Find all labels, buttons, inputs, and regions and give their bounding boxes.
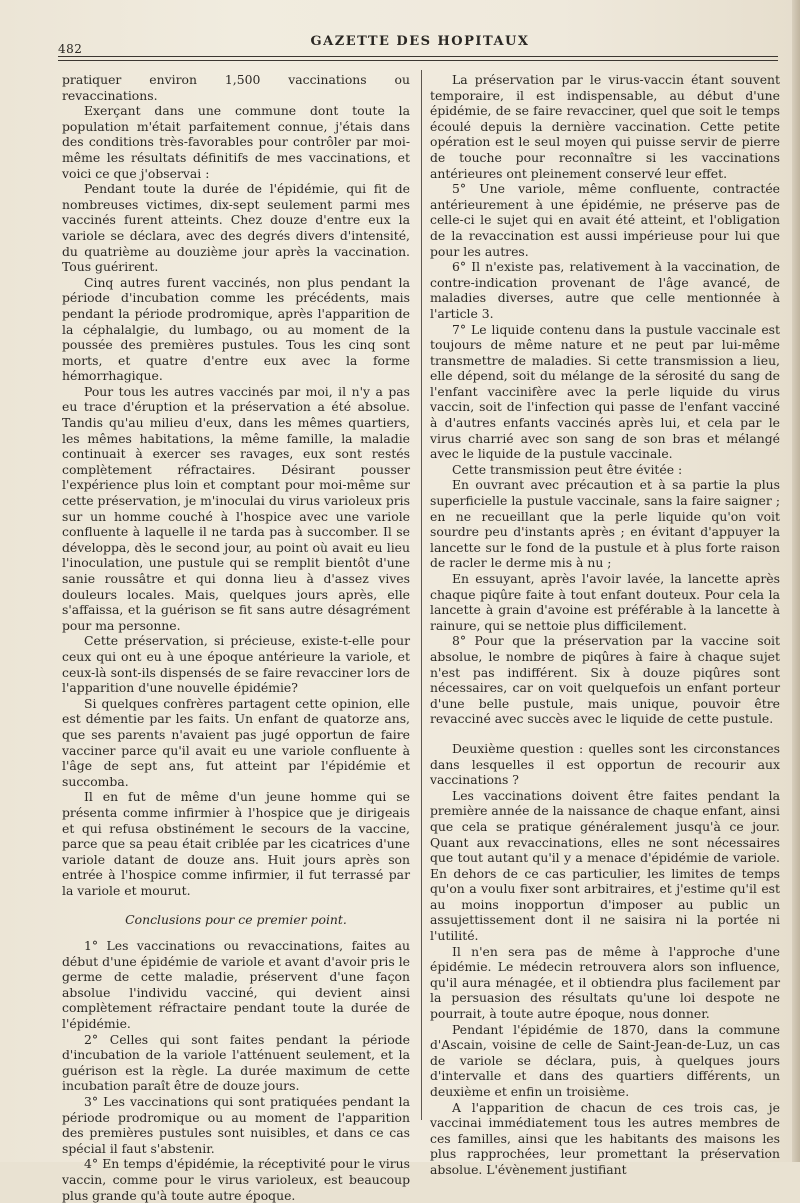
paragraph: 6° Il n'existe pas, relativement à la vaccination, de contre-indication provenant de l'âge avancé, de maladies diverses, autre que celle mentionnée à l'article 3.: [430, 259, 780, 321]
paragraph: Cinq autres furent vaccinés, non plus pendant la période d'incubation comme les précédents, mais pendant la période prodromique, après l'apparition de la céphalalgie, du lumbago, ou au moment de la poussée des premières pustules. Tous les cinq sont morts, et quatre d'entre eux avec la forme hémorrhagique.: [62, 274, 410, 384]
paragraph: Pour tous les autres vaccinés par moi, il n'y a pas eu trace d'éruption et la préservation a été absolue. Tandis qu'au milieu d'eux, dans les mêmes quartiers, les mêmes habitations, la même famille, la maladie continuait à exercer ses ravages, eux sont restés complètement réfractaires. Désirant pousser l'expérience plus loin et comptant pour moi-même sur cette préservation, je m'inoculai du virus varioleux pris sur un homme couché à l'hospice avec une variole confluente à laquelle il ne tarda pas à succomber. Il se développa, dès le second jour, au point où avait eu lieu l'inoculation, une pustule qui se remplit bientôt d'une sanie roussâtre et qui donna lieu à d'assez vives douleurs locales. Mais, quelques jours après, elle s'affaissa, et la guérison se fit sans autre désagrément pour ma personne.: [62, 383, 410, 633]
column-separator: [421, 70, 422, 1120]
page-edge-shadow: [792, 0, 800, 1162]
paragraph: A l'apparition de chacun de ces trois cas, je vaccinai immédiatement tous les autres membres de ces familles, ainsi que les habitants des maisons les plus rapprochées, leur promettant la préservation absolue. L'évènement justifiant: [430, 1099, 780, 1177]
right-column: [430, 72, 780, 1178]
paragraph: 7° Le liquide contenu dans la pustule vaccinale est toujours de même nature et ne peut par lui-même transmettre de maladies. Si cette transmission a lieu, elle dépend, soit du mélange de la sérosité du sang de l'enfant vaccinifère avec la perle liquide du virus vaccin, soit de l'infection qui passe de l'enfant vacciné à d'autres enfants vaccinés après lui, et cela par le virus charrié avec son sang de son bras et mélangé avec le liquide de la pustule vaccinale.: [430, 321, 780, 462]
paragraph: En ouvrant avec précaution et à sa partie la plus superficielle la pustule vaccinale, sans la faire saigner ; en ne recueillant que la perle liquide qu'on voit sourdre peu d'instants après ; en évitant d'appuyer la lancette sur le fond de la pustule et à plus forte raison de racler le derme mis à nu ;: [430, 477, 780, 571]
paragraph: Il en fut de même d'un jeune homme qui se présenta comme infirmier à l'hospice que je dirigeais et qui refusa obstinément le secours de la vaccine, parce que sa peau était criblée par les cicatrices d'une variole datant de douze ans. Huit jours après son entrée à l'hospice comme infirmier, il fut terrassé par la variole et mourut.: [62, 789, 410, 898]
conclusion-item: 2° Celles qui sont faites pendant la période d'incubation de la variole l'atténuent seulement, et la guérison est la règle. La durée maximum de cette incubation paraît être de douze jours.: [62, 1031, 410, 1094]
conclusion-item: 1° Les vaccinations ou revaccinations, faites au début d'une épidémie de variole et avant d'avoir pris le germe de cette maladie, préservent d'une façon absolue l'individu vacciné, qui devient ainsi complètement réfractaire pendant toute la durée de l'épidémie.: [62, 938, 410, 1032]
header-rule-thick: [58, 56, 778, 57]
paragraph: En essuyant, après l'avoir lavée, la lancette après chaque piqûre faite à tout enfant douteux. Pour cela la lancette à grain d'avoine est préférable à la lancette à rainure, qui se nettoie plus difficilement.: [430, 571, 780, 633]
paragraph: Exerçant dans une commune dont toute la population m'était parfaitement connue, j'étais dans des conditions très-favorables pour contrôler par moi-même les résultats définitifs de mes vaccinations, et voici ce que j'observai :: [62, 103, 410, 181]
left-column: [62, 72, 410, 1203]
paragraph: Si quelques confrères partagent cette opinion, elle est démentie par les faits. Un enfant de quatorze ans, que ses parents n'avaient pas jugé opportun de faire vacciner parce qu'il avait eu une variole confluente à l'âge de sept ans, fut atteint par l'épidémie et succomba.: [62, 695, 410, 789]
paragraph: Pendant toute la durée de l'épidémie, qui fit de nombreuses victimes, dix-sept seulement parmi mes vaccinés furent atteints. Chez douze d'entre eux la variole se déclara, avec des degrés divers d'intensité, du quatrième au douzième jour après la vaccination. Tous guérirent.: [62, 181, 410, 275]
paragraph: pratiquer environ 1,500 vaccinations ou revaccinations.: [62, 72, 410, 103]
page-number: 482: [58, 42, 83, 56]
paragraph: La préservation par le virus-vaccin étant souvent temporaire, il est indispensable, au début d'une épidémie, de se faire revacciner, quel que soit le temps écoulé depuis la dernière vaccination. Cette petite opération est le seul moyen qui puisse servir de pierre de touche pour reconnaître si les vaccinations antérieures ont pleinement conservé leur effet.: [430, 72, 780, 181]
conclusion-item: 3° Les vaccinations qui sont pratiquées pendant la période prodromique ou au moment de l'apparition des premières pustules sont nuisibles, et dans ce cas spécial il faut s'abstenir.: [62, 1094, 410, 1156]
header-rule-thin: [58, 60, 778, 61]
section-heading: Conclusions pour ce premier point.: [125, 912, 347, 928]
paragraph: Les vaccinations doivent être faites pendant la première année de la naissance de chaque enfant, ainsi que cela se pratique généralement jusqu'à ce jour. Quant aux revaccinations, elles ne sont nécessaires que tout autant qu'il y a menace d'épidémie de variole. En dehors de ce cas particulier, les limites de temps qu'on a voulu fixer sont arbitraires, et j'estime qu'il est au moins inopportun d'imposer au public un assujettissement dont il ne saisira ni la portée ni l'utilité.: [430, 787, 780, 944]
paragraph: 8° Pour que la préservation par la vaccine soit absolue, le nombre de piqûres à faire à chaque sujet n'est pas indifférent. Six à douze piqûres sont nécessaires, car on voit quelquefois un enfant porteur d'une belle pustule, mais unique, pouvoir être revacciné avec succès avec le liquide de cette pustule.: [430, 633, 780, 727]
paragraph: Pendant l'épidémie de 1870, dans la commune d'Ascain, voisine de celle de Saint-Jean-de-Luz, un cas de variole se déclara, puis, à quelques jours d'intervalle et dans des quartiers différents, un deuxième et enfin un troisième.: [430, 1021, 780, 1099]
running-title: GAZETTE DES HOPITAUX: [310, 34, 530, 49]
paragraph: Cette préservation, si précieuse, existe-t-elle pour ceux qui ont eu à une époque antérieure la variole, et ceux-là sont-ils dispensés de se faire revacciner lors de l'apparition d'une nouvelle épidémie?: [62, 633, 410, 696]
paragraph: 5° Une variole, même confluente, contractée antérieurement à une épidémie, ne préserve pas de celle-ci le sujet qui en avait été atteint, et l'obligation de la revaccination est aussi impérieuse pour lui que pour les autres.: [430, 181, 780, 259]
paragraph: Cette transmission peut être évitée :: [452, 461, 683, 477]
conclusion-item: 4° En temps d'épidémie, la réceptivité pour le virus vaccin, comme pour le virus varioleux, est beaucoup plus grande qu'à toute autre époque.: [62, 1156, 410, 1203]
question-heading: Deuxième question : quelles sont les circonstances dans lesquelles il est opportun de recourir aux vaccinations ?: [430, 740, 780, 788]
paragraph: Il n'en sera pas de même à l'approche d'une épidémie. Le médecin retrouvera alors son influence, qu'il aura ménagée, et il obtiendra plus facilement par la persuasion des résultats qu'une loi despote ne pourrait, à toute autre époque, nous donner.: [430, 943, 780, 1022]
